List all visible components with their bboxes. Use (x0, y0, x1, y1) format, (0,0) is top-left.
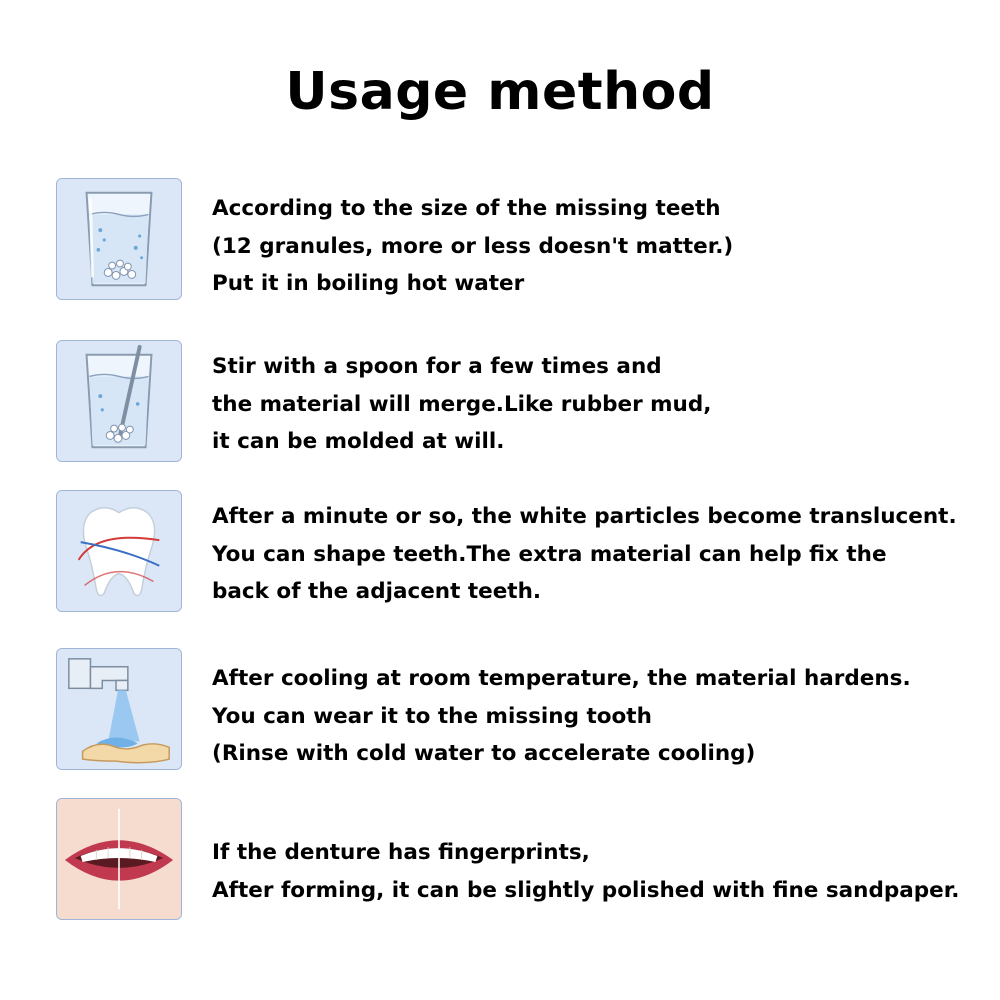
step-1-line-1: According to the size of the missing teeth (212, 196, 721, 221)
glass-with-spoon-icon (56, 340, 182, 462)
tooth-icon (56, 490, 182, 612)
step-4-line-2: You can wear it to the missing tooth (212, 703, 652, 729)
step-1 (56, 178, 956, 302)
step-5 (56, 798, 960, 922)
step-5-line-2: After forming, it can be slightly polished with fine sandpaper. (212, 877, 960, 903)
step-2-line-2: the material will merge.Like rubber mud, (212, 391, 712, 417)
step-4-line-3: (Rinse with cold water to accelerate cooling) (212, 741, 756, 766)
step-4-line-1: After cooling at room temperature, the material hardens. (212, 666, 911, 691)
faucet-rinse-icon (56, 648, 182, 770)
step-1-line-3: Put it in boiling hot water (212, 271, 525, 296)
step-1-line-2: (12 granules, more or less doesn't matter.) (212, 233, 734, 259)
step-4 (56, 648, 956, 772)
step-3 (56, 490, 956, 614)
step-2-line-3: it can be molded at will. (212, 429, 505, 454)
glass-of-water-icon (56, 178, 182, 300)
step-2 (56, 340, 956, 464)
smile-teeth-icon (56, 798, 182, 920)
step-2-line-1: Stir with a spoon for a few times and (212, 354, 662, 379)
step-3-line-2: You can shape teeth.The extra material can help fix the (212, 541, 887, 567)
step-5-line-1: If the denture has fingerprints, (212, 840, 590, 865)
page-title: Usage method (285, 62, 715, 122)
step-3-line-3: back of the adjacent teeth. (212, 579, 542, 604)
step-3-line-1: After a minute or so, the white particles become translucent. (212, 504, 957, 529)
